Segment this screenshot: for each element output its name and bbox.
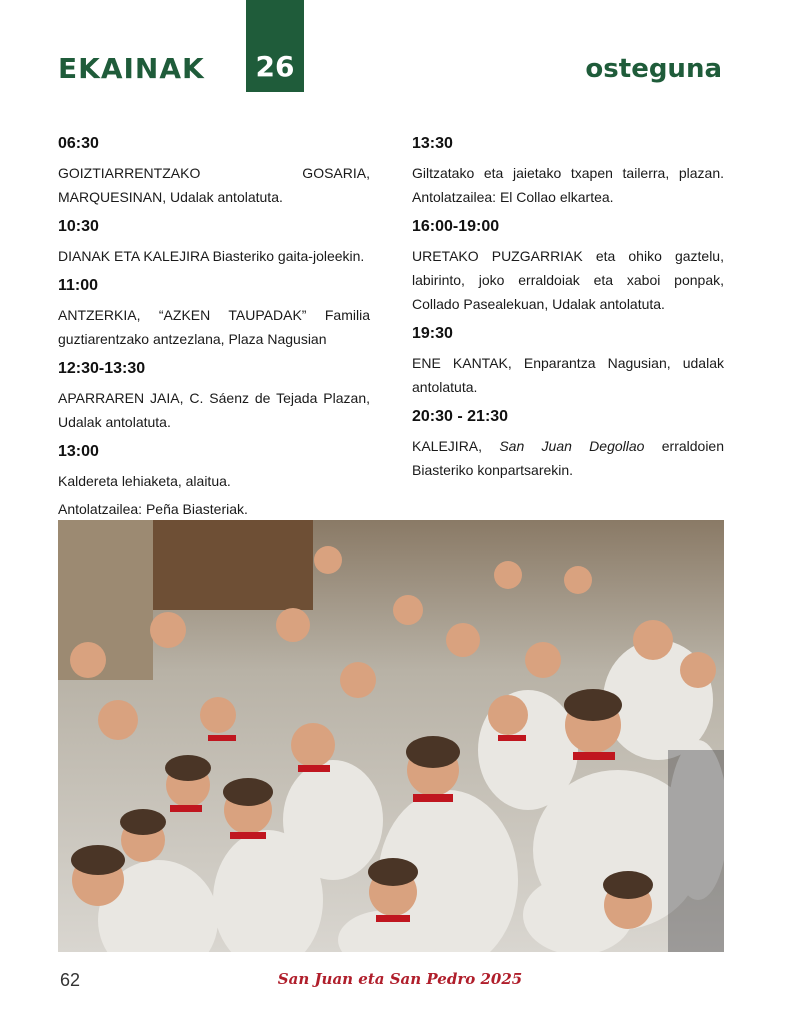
event-time: 20:30 - 21:30 — [412, 408, 509, 425]
schedule-right-column — [412, 130, 724, 486]
event-description: DIANAK ETA KALEJIRA Biasteriko gaita-joleekin. — [58, 248, 365, 264]
event-time: 12:30-13:30 — [58, 360, 146, 377]
event-time: 19:30 — [412, 325, 453, 342]
header-day-box — [246, 0, 304, 92]
event-organizer: Antolatzailea: Peña Biasteriak. — [58, 501, 248, 517]
event-description-text: KALEJIRA, — [412, 438, 500, 454]
event-time: 10:30 — [58, 218, 99, 235]
event — [412, 213, 724, 316]
event-description: ENE KANTAK, Enparantza Nagusian, udalak antolatuta. — [412, 355, 724, 395]
page-number: 62 — [60, 970, 81, 990]
event — [412, 320, 724, 399]
event-description: URETAKO PUZGARRIAK eta ohiko gaztelu, labirinto, joko erraldoiak eta xaboi ponpak, Collado Pasealekuan, Udalak antolatuta. — [412, 248, 724, 312]
event-description: Kaldereta lehiaketa, alaitua. — [58, 473, 231, 489]
event — [58, 272, 370, 351]
header-day: 26 — [255, 50, 295, 83]
event — [58, 130, 370, 209]
event — [412, 403, 724, 482]
event-time: 11:00 — [58, 277, 99, 294]
header-month: EKAINAK — [58, 52, 205, 85]
footer-title: San Juan eta San Pedro 2025 — [277, 970, 523, 988]
event — [58, 213, 370, 268]
event-description: GOIZTIARRENTZAKO GOSARIA, MARQUESINAN, Udalak antolatuta. — [58, 165, 370, 205]
festival-crowd-photo — [58, 520, 724, 952]
event-time: 13:30 — [412, 135, 453, 152]
event — [58, 438, 370, 521]
event-description-emphasis: San Juan Degollao — [499, 438, 645, 454]
event-description: Giltzatako eta jaietako txapen tailerra, plazan. Antolatzailea: El Collao elkartea. — [412, 165, 724, 205]
schedule-left-column — [58, 130, 370, 525]
event-time: 06:30 — [58, 135, 99, 152]
event-time: 16:00-19:00 — [412, 218, 500, 235]
event — [412, 130, 724, 209]
event — [58, 355, 370, 434]
event-description: APARRAREN JAIA, C. Sáenz de Tejada Plazan, Udalak antolatuta. — [58, 390, 370, 430]
event-description — [412, 434, 724, 482]
event-time: 13:00 — [58, 443, 99, 460]
event-description: ANTZERKIA, “AZKEN TAUPADAK” Familia guztiarentzako antzezlana, Plaza Nagusian — [58, 307, 370, 347]
event-description-text: erraldoien Biasteriko konpartsarekin. — [412, 438, 725, 478]
header-weekday: osteguna — [585, 54, 722, 84]
